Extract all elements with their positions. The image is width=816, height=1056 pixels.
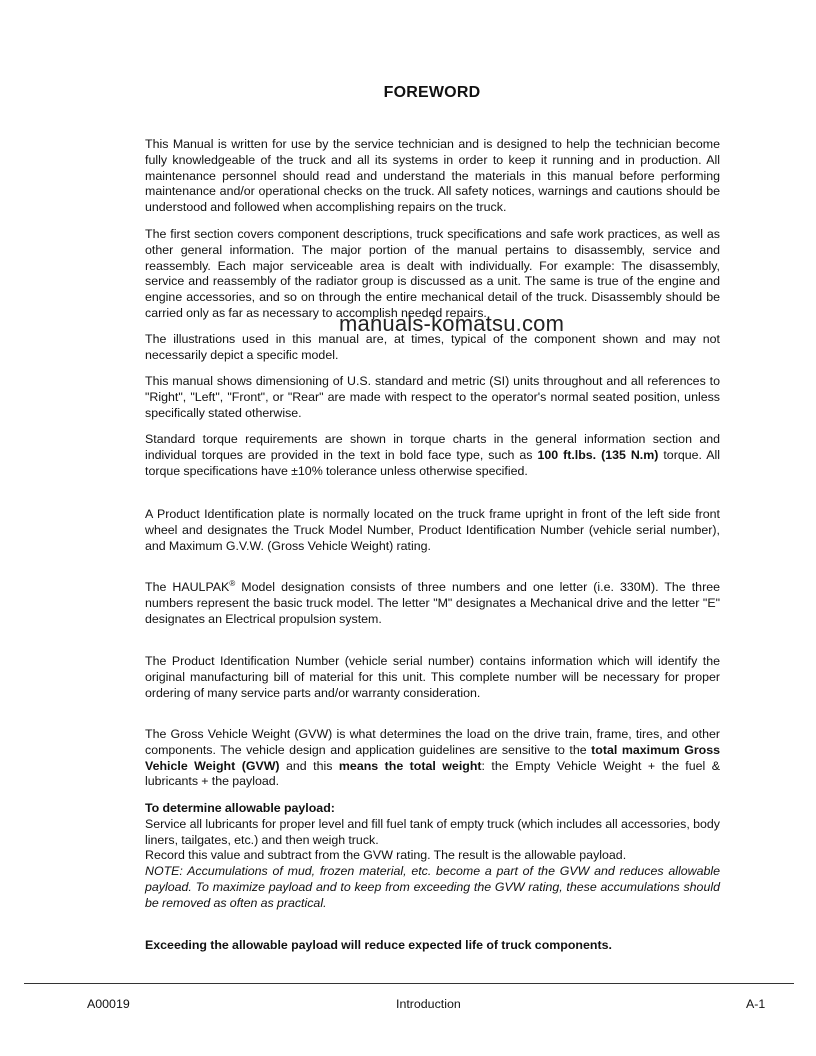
page-number: A-1 xyxy=(746,997,766,1011)
paragraph-text: The illustrations used in this manual are, at times, typical of the component shown and may not necessarily depict a specific model. xyxy=(145,332,720,362)
payload-section xyxy=(145,801,720,912)
bold-phrase: total maximum Gross Vehicle Weight (GVW) xyxy=(145,742,721,773)
foreword-paragraph-1 xyxy=(145,137,720,216)
footer-divider xyxy=(24,983,794,984)
foreword-paragraph-4 xyxy=(145,374,720,421)
section-name: Introduction xyxy=(396,997,461,1011)
payload-line-2: Record this value and subtract from the GVW rating. The result is the allowable payload. xyxy=(145,848,627,863)
foreword-paragraph-2 xyxy=(145,227,720,322)
text-run: torque. All torque specifications have ±10% tolerance unless otherwise specified. xyxy=(145,447,720,478)
foreword-paragraph-6 xyxy=(145,507,720,554)
watermark: manuals-komatsu.com xyxy=(339,311,565,336)
paragraph-text: This manual shows dimensioning of U.S. standard and metric (SI) units throughout and all references to "Right", "Left", "Front", or "Rear" are made with respect to the operator's normal seated position, unless specifically stated otherwise. xyxy=(145,374,720,420)
text-run: : the Empty Vehicle Weight + the fuel & lubricants + the payload. xyxy=(145,758,720,789)
registered-mark: ® xyxy=(229,578,236,588)
payload-note: NOTE: Accumulations of mud, frozen material, etc. become a part of the GVW and reduces allowable payload. To maximize payload and to keep from exceeding the GVW rating, these accumulations should be removed as often as practical. xyxy=(145,864,720,910)
paragraph-text: The Product Identification Number (vehicle serial number) contains information which will identify the original manufacturing bill of material for this unit. This complete number will be necessary for proper ordering of many service parts and/or warranty consideration. xyxy=(145,654,720,700)
paragraph-text: The first section covers component descriptions, truck specifications and safe work practices, as well as other general information. The major portion of the manual pertains to disassembly, service and reassembly. Each major serviceable area is dealt with individually. For example: The disassembly, service and reassembly of the radiator group is discussed as a unit. The same is true of the engine and engine accessories, and so on through the entire mechanical detail of the truck. Disassembly should be carried only as far as necessary to accomplish needed repairs. xyxy=(145,227,720,320)
paragraph-text: This Manual is written for use by the service technician and is designed to help the technician become fully knowledgeable of the truck and all its systems in order to keep it running and in production. All maintenance personnel should read and understand the materials in this manual before performing maintenance and/or operational checks on the truck. All safety notices, warnings and cautions should be understood and followed when accomplishing repairs on the truck. xyxy=(145,137,720,215)
torque-value: 100 ft.lbs. (135 N.m) xyxy=(537,447,659,462)
paragraph-text xyxy=(145,580,720,627)
text-run: The HAULPAK xyxy=(145,580,230,594)
foreword-paragraph-8 xyxy=(145,654,720,701)
page-title: FOREWORD xyxy=(383,84,481,101)
foreword-paragraph-7 xyxy=(145,580,720,627)
payload-warning xyxy=(145,938,720,954)
paragraph-text xyxy=(145,432,720,479)
payload-heading: To determine allowable payload: xyxy=(145,801,335,815)
foreword-paragraph-3 xyxy=(145,332,720,364)
document-code: A00019 xyxy=(87,997,130,1011)
text-run: Standard torque requirements are shown in torque charts in the general information section and individual torques are provided in the text in bold face type, such as xyxy=(145,432,720,462)
paragraph-text xyxy=(145,727,720,790)
payload-line-1: Service all lubricants for proper level and fill fuel tank of empty truck (which includes all accessories, body liners, tailgates, etc.) and then weigh truck. xyxy=(145,816,720,847)
foreword-paragraph-5 xyxy=(145,432,720,479)
text-run: The Gross Vehicle Weight (GVW) is what determines the load on the drive train, frame, tires, and other components. The vehicle design and application guidelines are sensitive to the xyxy=(145,727,720,757)
text-run: and this xyxy=(279,758,339,773)
warning-text: Exceeding the allowable payload will reduce expected life of truck components. xyxy=(145,938,612,952)
text-run: Model designation consists of three numbers and one letter (i.e. 330M). The three numbers represent the basic truck model. The letter "M" designates a Mechanical drive and the letter "E" designates an Electrical propulsion system. xyxy=(145,580,720,626)
bold-phrase: means the total weight xyxy=(338,758,482,773)
foreword-paragraph-9 xyxy=(145,727,720,790)
paragraph-text: A Product Identification plate is normally located on the truck frame upright in front of the left side front wheel and designates the Truck Model Number, Product Identification Number (vehicle serial number), and Maximum G.V.W. (Gross Vehicle Weight) rating. xyxy=(145,507,720,553)
